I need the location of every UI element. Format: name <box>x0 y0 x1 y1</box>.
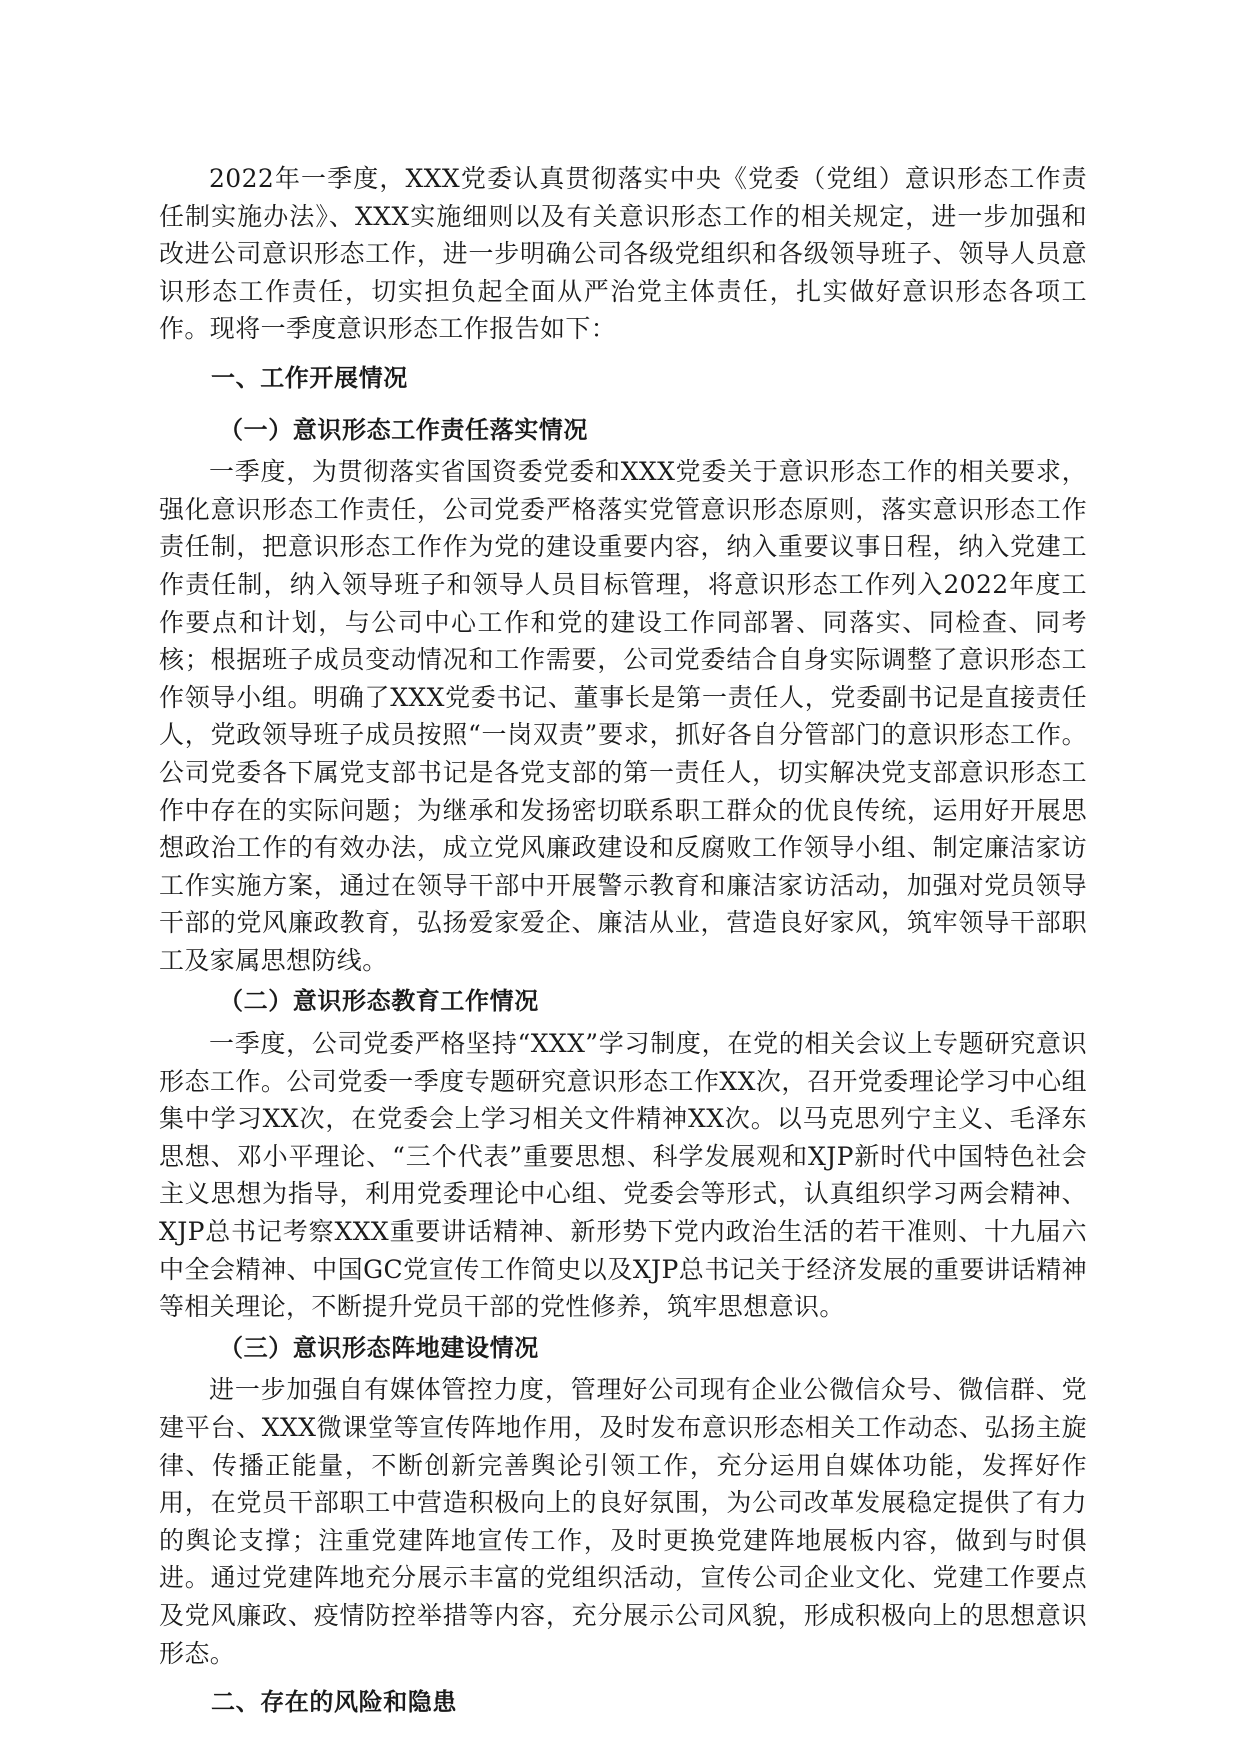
subsection-heading-responsibility: （一）意识形态工作责任落实情况 <box>219 415 588 444</box>
subsection-heading-education: （二）意识形态教育工作情况 <box>219 987 539 1016</box>
section-heading-risks: 二、存在的风险和隐患 <box>211 1688 457 1717</box>
intro-paragraph: 2022年一季度，XXX党委认真贯彻落实中央《党委（党组）意识形态工作责任制实施办法》、XXX实施细则以及有关意识形态工作的相关规定，进一步加强和改进公司意识形态工作，进一步明确公司各级党组织和各级领导班子、领导人员意识形态工作责任，切实担负起全面从严治党主体责任，扎实做好意识形态各项工作。现将一季度意识形态工作报告如下： <box>159 164 1087 344</box>
subsection-heading-platform: （三）意识形态阵地建设情况 <box>219 1333 539 1362</box>
document-body <box>159 160 1087 1732</box>
education-paragraph: 一季度，公司党委严格坚持“XXX”学习制度，在党的相关会议上专题研究意识形态工作。公司党委一季度专题研究意识形态工作XX次，召开党委理论学习中心组集中学习XX次，在党委会上学习相关文件精神XX次。以马克思列宁主义、毛泽东思想、邓小平理论、“三个代表”重要思想、科学发展观和XJP新时代中国特色社会主义思想为指导，利用党委理论中心组、党委会等形式，认真组织学习两会精神、XJP总书记考察XXX重要讲话精神、新形势下党内政治生活的若干准则、十九届六中全会精神、中国GC党宣传工作简史以及XJP总书记关于经济发展的重要讲话精神等相关理论，不断提升党员干部的党性修养，筑牢思想意识。 <box>159 1029 1087 1322</box>
responsibility-paragraph: 一季度，为贯彻落实省国资委党委和XXX党委关于意识形态工作的相关要求，强化意识形态工作责任，公司党委严格落实党管意识形态原则，落实意识形态工作责任制，把意识形态工作作为党的建设重要内容，纳入重要议事日程，纳入党建工作责任制，纳入领导班子和领导人员目标管理，将意识形态工作列入2022年度工作要点和计划，与公司中心工作和党的建设工作同部署、同落实、同检查、同考核；根据班子成员变动情况和工作需要，公司党委结合自身实际调整了意识形态工作领导小组。明确了XXX党委书记、董事长是第一责任人，党委副书记是直接责任人，党政领导班子成员按照“一岗双责”要求，抓好各自分管部门的意识形态工作。公司党委各下属党支部书记是各党支部的第一责任人，切实解决党支部意识形态工作中存在的实际问题；为继承和发扬密切联系职工群众的优良传统，运用好开展思想政治工作的有效办法，成立党风廉政建设和反腐败工作领导小组、制定廉洁家访工作实施方案，通过在领导干部中开展警示教育和廉洁家访活动，加强对党员领导干部的党风廉政教育，弘扬爱家爱企、廉洁从业，营造良好家风，筑牢领导干部职工及家属思想防线。 <box>159 457 1087 975</box>
platform-paragraph: 进一步加强自有媒体管控力度，管理好公司现有企业公微信众号、微信群、党建平台、XXX微课堂等宣传阵地作用，及时发布意识形态相关工作动态、弘扬主旋律、传播正能量，不断创新完善舆论引领工作，充分运用自媒体功能，发挥好作用，在党员干部职工中营造积极向上的良好氛围，为公司改革发展稳定提供了有力的舆论支撑；注重党建阵地宣传工作，及时更换党建阵地展板内容，做到与时俱进。通过党建阵地充分展示丰富的党组织活动，宣传公司企业文化、党建工作要点及党风廉政、疫情防控举措等内容，充分展示公司风貌，形成积极向上的思想意识形态。 <box>159 1375 1087 1668</box>
section-heading-work-progress: 一、工作开展情况 <box>211 363 408 392</box>
